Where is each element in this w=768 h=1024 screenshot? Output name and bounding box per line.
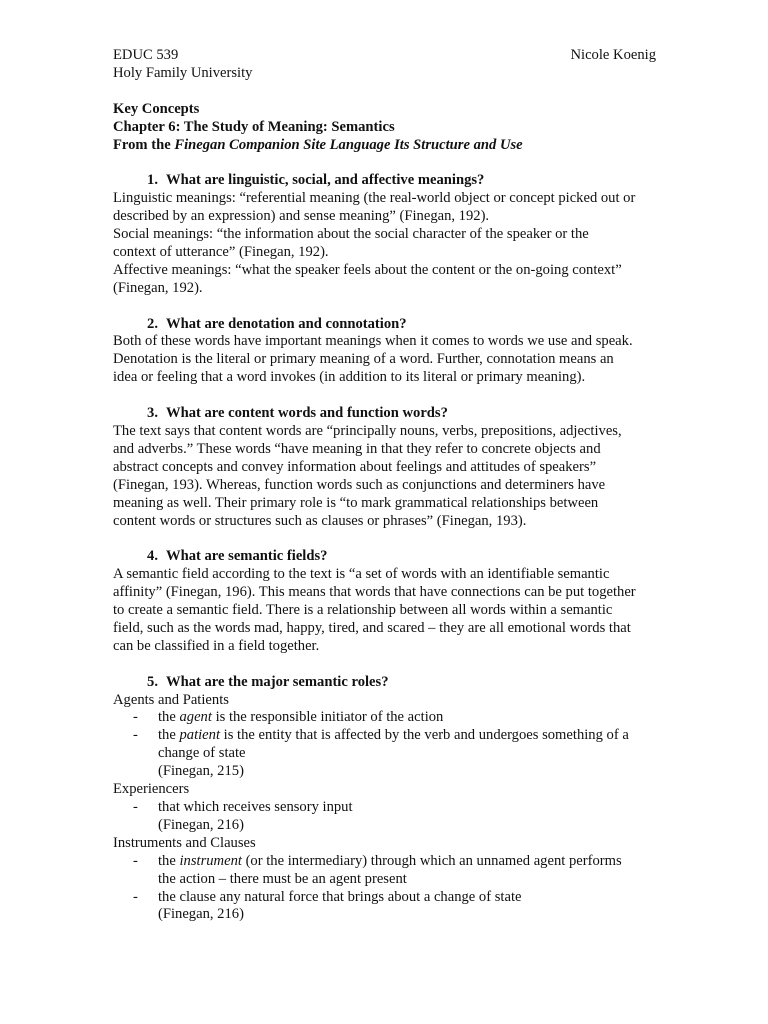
answer-line: Both of these words have important meanings when it comes to words we use and speak. <box>113 333 633 350</box>
question-number: 5. <box>147 673 158 690</box>
answer-line: Denotation is the literal or primary meaning of a word. Further, connotation means an <box>113 351 614 368</box>
answer-line: affinity” (Finegan, 196). This means that words that have connections can be put together <box>113 584 636 601</box>
citation: (Finegan, 216) <box>158 816 244 833</box>
answer-line: abstract concepts and convey information about feelings and attitudes of speakers” <box>113 458 597 475</box>
answer-line: meaning as well. Their primary role is “to mark grammatical relationships between <box>113 494 599 511</box>
answer-line: described by an expression) and sense meaning” (Finegan, 192). <box>113 208 490 225</box>
answer-2 <box>113 333 656 387</box>
term: instrument <box>179 852 242 869</box>
source-line <box>113 137 656 155</box>
role-heading: Experiencers <box>113 781 190 798</box>
answer-line: (Finegan, 192). <box>113 279 203 296</box>
question-number: 3. <box>147 405 158 422</box>
term: patient <box>179 727 221 744</box>
list-item-text: the agent is the responsible initiator of the action <box>158 709 444 726</box>
question-5 <box>113 674 656 692</box>
question-text: What are linguistic, social, and affective meanings? <box>166 172 485 189</box>
question-text: What are denotation and connotation? <box>166 315 407 332</box>
question-text: What are the major semantic roles? <box>166 673 389 690</box>
chapter-title: Chapter 6: The Study of Meaning: Semantics <box>113 118 395 135</box>
dash-marker: - <box>133 727 138 744</box>
dash-marker: - <box>133 709 138 726</box>
list-item <box>113 853 656 889</box>
course-code: EDUC 539 <box>113 47 179 63</box>
list-item-text: the patient is the entity that is affected by the verb and undergoes something of a change of state <box>158 727 629 762</box>
question-3 <box>113 405 656 423</box>
question-number: 4. <box>147 548 158 565</box>
list-item-text: that which receives sensory input <box>158 798 353 815</box>
list-item <box>113 727 656 763</box>
role-heading: Instruments and Clauses <box>113 834 256 851</box>
answer-line: idea or feeling that a word invokes (in addition to its literal or primary meaning). <box>113 369 586 386</box>
dash-marker: - <box>133 888 138 905</box>
dash-marker: - <box>133 798 138 815</box>
school-name: Holy Family University <box>113 64 253 81</box>
list-item <box>113 799 656 817</box>
roles-agents <box>113 692 656 782</box>
question-4 <box>113 548 656 566</box>
question-text: What are content words and function words? <box>166 405 448 422</box>
answer-line: A semantic field according to the text is “a set of words with an identifiable semantic <box>113 566 610 583</box>
role-heading: Agents and Patients <box>113 691 229 708</box>
dash-marker: - <box>133 852 138 869</box>
answer-line: The text says that content words are “principally nouns, verbs, prepositions, adjectives, <box>113 422 622 439</box>
list-item-text: the clause any natural force that brings about a change of state <box>158 888 522 905</box>
roles-instruments <box>113 835 656 925</box>
list-item <box>113 889 656 907</box>
citation: (Finegan, 215) <box>158 763 244 780</box>
doc-title: Key Concepts <box>113 100 200 117</box>
list-item-text: the instrument (or the intermediary) through which an unnamed agent performs the action – there must be an agent present <box>158 852 622 887</box>
question-number: 2. <box>147 315 158 332</box>
answer-line: context of utterance” (Finegan, 192). <box>113 243 329 260</box>
question-number: 1. <box>147 172 158 189</box>
source-prefix: From the <box>113 136 175 153</box>
answer-line: Linguistic meanings: “referential meaning (the real-world object or concept picked out or <box>113 190 636 207</box>
answer-line: (Finegan, 193). Whereas, function words such as conjunctions and determiners have <box>113 476 606 493</box>
author-name: Nicole Koenig <box>570 47 656 63</box>
answer-line: Social meanings: “the information about the social character of the speaker or the <box>113 226 589 243</box>
answer-3 <box>113 423 656 530</box>
term: agent <box>179 709 212 726</box>
answer-line: can be classified in a field together. <box>113 637 320 654</box>
citation: (Finegan, 216) <box>158 906 244 923</box>
answer-line: and adverbs.” These words “have meaning in that they refer to concrete objects and <box>113 440 601 457</box>
answer-1 <box>113 190 656 297</box>
header-row <box>113 47 656 65</box>
roles-experiencers <box>113 781 656 835</box>
answer-4 <box>113 566 656 656</box>
answer-line: to create a semantic field. There is a relationship between all words within a semantic <box>113 602 613 619</box>
question-2 <box>113 316 656 334</box>
list-item <box>113 709 656 727</box>
source-title: Finegan Companion Site Language Its Structure and Use <box>174 136 523 153</box>
answer-line: content words or structures such as clauses or phrases” (Finegan, 193). <box>113 512 527 529</box>
question-1 <box>113 172 656 190</box>
question-text: What are semantic fields? <box>166 548 328 565</box>
document-page <box>113 47 656 924</box>
answer-line: Affective meanings: “what the speaker feels about the content or the on-going context” <box>113 261 622 278</box>
answer-line: field, such as the words mad, happy, tired, and scared – they are all emotional words that <box>113 619 631 636</box>
